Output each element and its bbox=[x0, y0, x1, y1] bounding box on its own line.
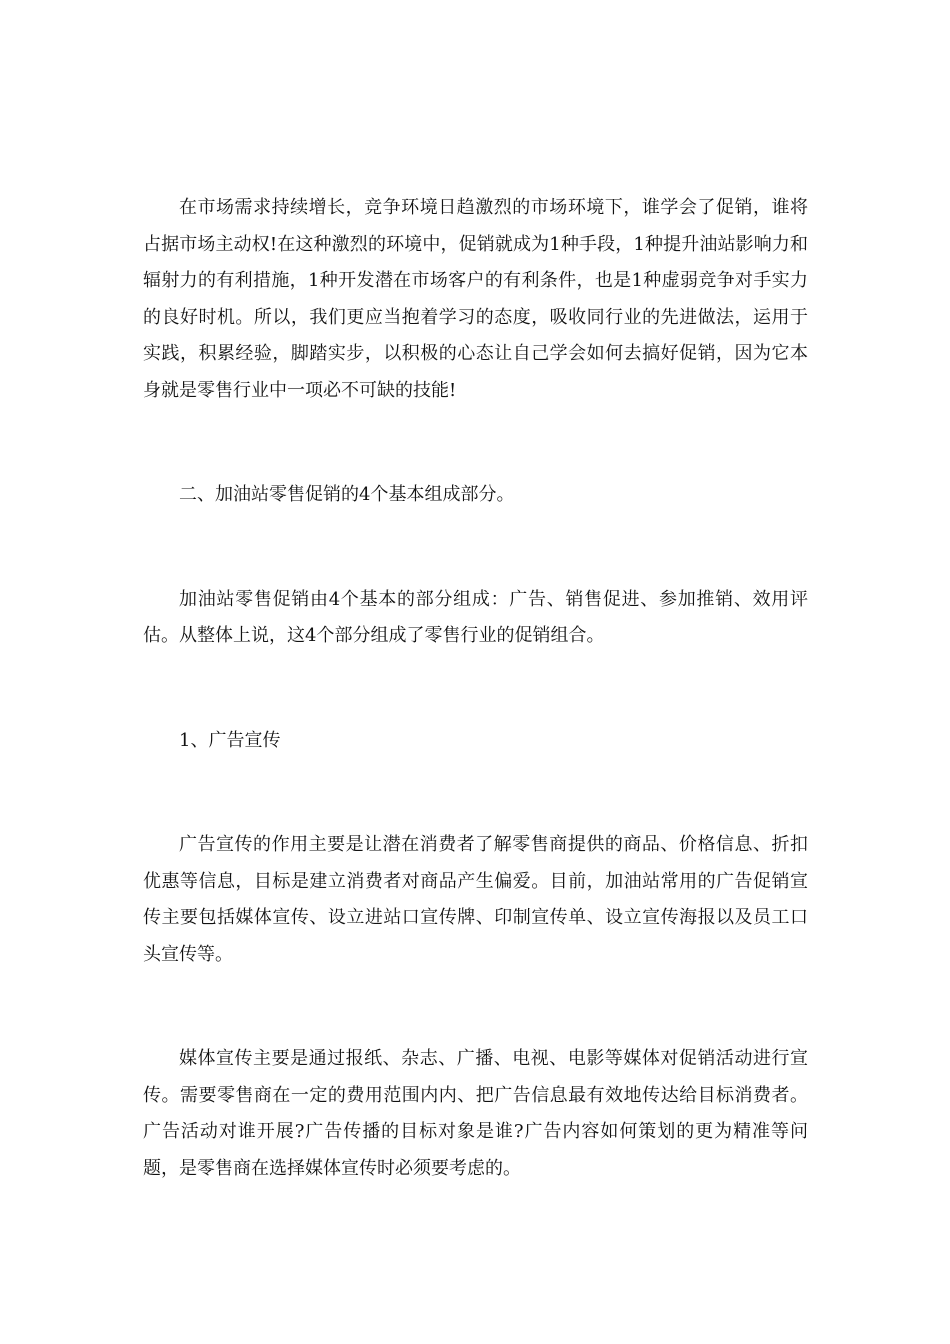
media-paragraph: 媒体宣传主要是通过报纸、杂志、广播、电视、电影等媒体对促销活动进行宣传。需要零售商在一定的费用范围内内、把广告信息最有效地传达给目标消费者。广告活动对谁开展?广告传播的目标对象是谁?广告内容如何策划的更为精准等问题，是零售商在选择媒体宣传时必须要考虑的。 bbox=[143, 1048, 808, 1179]
intro-paragraph: 在市场需求持续增长，竞争环境日趋激烈的市场环境下，谁学会了促销，谁将占据市场主动权!在这种激烈的环境中，促销就成为1种手段，1种提升油站影响力和辐射力的有利措施，1种开发潜在市场客户的有利条件，也是1种虚弱竞争对手实力的良好时机。所以，我们更应当抱着学习的态度，吸收同行业的先进做法，运用于实践，积累经验，脚踏实步，以积极的心态让自己学会如何去搞好促销，因为它本身就是零售行业中一项必不可缺的技能! bbox=[143, 197, 808, 401]
spacer bbox=[143, 409, 808, 477]
subsection-heading-1: 1、广告宣传 bbox=[179, 729, 281, 751]
spacer bbox=[143, 973, 808, 1041]
advertising-paragraph: 广告宣传的作用主要是让潜在消费者了解零售商提供的商品、价格信息、折扣优惠等信息，目标是建立消费者对商品产生偏爱。目前，加油站常用的广告促销宣传主要包括媒体宣传、设立进站口宣传牌、印制宣传单、设立宣传海报以及员工口头宣传等。 bbox=[143, 834, 808, 965]
spacer bbox=[143, 514, 808, 582]
spacer bbox=[143, 655, 808, 723]
components-paragraph: 加油站零售促销由4个基本的部分组成：广告、销售促进、参加推销、效用评估。从整体上说，这4个部分组成了零售行业的促销组合。 bbox=[143, 588, 808, 646]
document-body bbox=[143, 190, 808, 1187]
spacer bbox=[143, 759, 808, 827]
section-heading-2: 二、加油站零售促销的4个基本组成部分。 bbox=[179, 484, 515, 505]
